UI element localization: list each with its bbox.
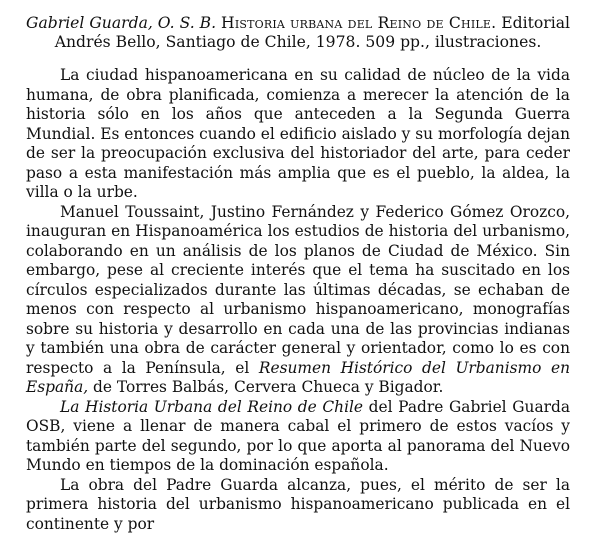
paragraph-3 xyxy=(26,398,570,476)
paragraph-2-text-b: de Torres Balbás, Cervera Chueca y Bigador. xyxy=(88,378,443,396)
publication-details: Andrés Bello, Santiago de Chile, 1978. 509 pp., ilustraciones. xyxy=(26,33,570,52)
publisher-label: Editorial xyxy=(501,14,570,32)
book-author: Gabriel Guarda, O. S. B. xyxy=(26,14,216,32)
paragraph-4: La obra del Padre Guarda alcanza, pues, el mérito de ser la primera historia del urbanismo hispanoamericano publicada en el continente y por xyxy=(26,476,570,534)
paragraph-2 xyxy=(26,203,570,398)
book-title: Historia urbana del Reino de Chile. xyxy=(221,14,496,32)
review-header xyxy=(26,14,570,52)
paragraph-3-text: del Padre Gabriel Guarda OSB, viene a llenar de manera cabal el primero de estos vacíos y también parte del segundo, por lo que aporta al panorama del Nuevo Mundo en tiempos de la dominación española. xyxy=(26,398,570,475)
review-body xyxy=(26,66,570,534)
paragraph-3-italic-title: La Historia Urbana del Reino de Chile xyxy=(60,398,363,416)
paragraph-2-text-a: Manuel Toussaint, Justino Fernández y Federico Gómez Orozco, inauguran en Hispanoamérica los estudios de historia del urbanismo, colaborando en un análisis de los planos de Ciudad de México. Sin embargo, pese al creciente interés que el tema ha suscitado en los círculos especializados durante las últimas décadas, se echaban de menos con respecto al urbanismo hispanoamericano, monografías sobre su historia y desarrollo en cada una de las provincias indianas y también una obra de carácter general y orientador, como lo es con respecto a la Península, el xyxy=(26,203,570,377)
paragraph-2-italic-title: Resumen Histórico del Urbanismo en España, xyxy=(26,359,570,397)
paragraph-1: La ciudad hispanoamericana en su calidad de núcleo de la vida humana, de obra planificada, comienza a merecer la atención de la historia sólo en los años que anteceden a la Segunda Guerra Mundial. Es entonces cuando el edificio aislado y su morfología dejan de ser la preocupación exclusiva del historiador del arte, para ceder paso a esta manifestación más amplia que es el pueblo, la aldea, la villa o la urbe. xyxy=(26,66,570,203)
